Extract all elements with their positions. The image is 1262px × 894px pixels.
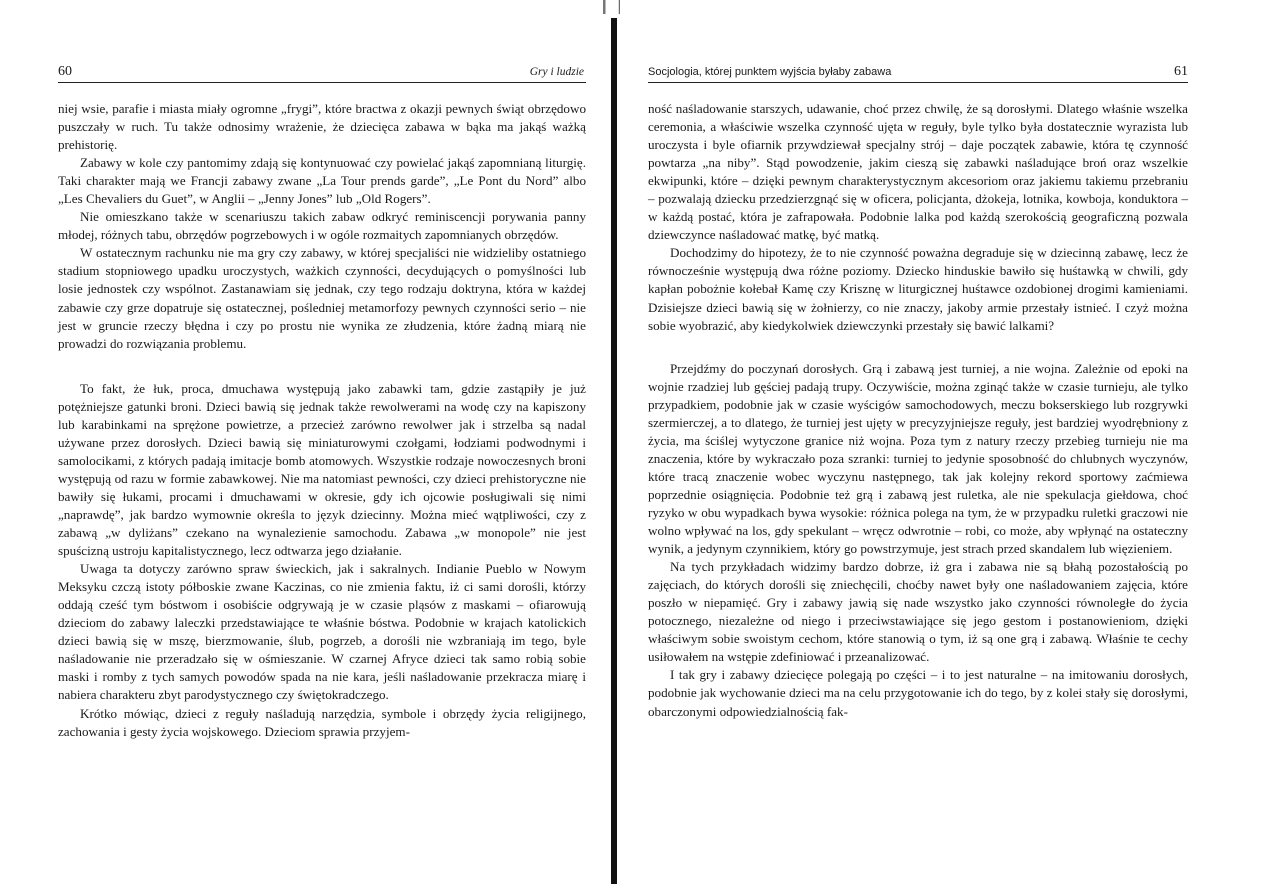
running-head: Gry i ludzie [529, 66, 584, 78]
page-number: 61 [1174, 64, 1188, 79]
paragraph: W ostatecznym rachunku nie ma gry czy zabawy, w której specjaliści nie widzieliby ostatniego stadium stopniowego upadku uroczystych, ważkich czynności, decydujących o pomyślności lub losie jednostek czy wspólnot. Zastanawiam się jednak, czy tego rodzaju doktryna, która w każdej zabawie czy grze dopatruje się ostatecznej, pośledniej metamorfozy pewnych czynności serio – nie jest w gruncie rzeczy błędna i czy po prostu nie wynika ze złudzenia, które żadną miarą nie prowadzi do rozwiązania problemu. [58, 245, 586, 351]
paragraph: ność naśladowanie starszych, udawanie, choć przez chwilę, że są dorosłymi. Dlatego właśnie wszelka ceremonia, a właściwie wszelka czynność ujęta w reguły, byle tylko była dostatecznie wyrazista lub uroczysta i byle ofiarnik przywdziewał specjalny strój – daje początek zabawie, która tę czynność powtarza „na niby”. Stąd powodzenie, jakim cieszą się zabawki naśladujące broń oraz wszelkie ekwipunki, które – dzięki pewnym charakterystycznym akcesoriom oraz jakiemu takiemu przebraniu – pozwalają dziecku przedzierzgnąć się w oficera, policjanta, dżokeja, lotnika, kowboja, konduktora – w każdą postać, która je zafrapowała. Podobnie lalka pod każdą szerokością geograficzną pozwala dziewczynce naśladować matkę, być matką. [648, 101, 1188, 243]
paragraph: niej wsie, parafie i miasta miały ogromne „frygi”, które bractwa z okazji pewnych świąt obrzędowo puszczały w ruch. Tu także odnosimy wrażenie, że dziecięca zabawa w bąka ma jakąś ważką prehistorię. [58, 101, 586, 153]
binding-mark: ▕▏▕ [596, 0, 618, 14]
right-page-body [648, 100, 1188, 721]
paragraph: To fakt, że łuk, proca, dmuchawa występują jako zabawki tam, gdzie zastąpiły je już potężniejsze gatunki broni. Dzieci bawią się jednak także rewolwerami na wodę czy na kapiszony lub karabinkami na sprężone powietrze, a przecież zarówno rewolwer jak i strzelba są nadal używane przez dorosłych. Dzieci bawią się miniaturowymi czołgami, łodziami podwodnymi i samolocikami, z których padają imitacje bomb atomowych. Wszystkie rodzaje nowoczesnych broni występują od razu w formie zabawkowej. Nie ma natomiast pewności, czy dzieci prehistoryczne nie bawiły się łukami, procami i dmuchawami w okresie, gdy ich ojcowie posługiwali się nimi „naprawdę”, jak bardzo wymownie określa to język dziecinny. Można mieć wątpliwości, czy z zabawą „w dyliżans” czekano na wynalezienie samochodu. Zabawa „w monopole” nie jest spuścizną ustroju kapitalistycznego, lecz odtwarza jego działanie. [58, 380, 586, 559]
paragraph: I tak gry i zabawy dziecięce polegają po części – i to jest naturalne – na imitowaniu dorosłych, podobnie jak wychowanie dzieci ma na celu przygotowanie ich do tego, by z kolei stały się dorosłymi, obarczonymi odpowiedzialnością fak- [648, 667, 1188, 719]
paragraph: Nie omieszkano także w scenariuszu takich zabaw odkryć reminiscencji porywania panny młodej, różnych tabu, obrzędów pogrzebowych i w ogóle rozmaitych zapomnianych obrzędów. [58, 209, 586, 243]
paragraph: Dochodzimy do hipotezy, że to nie czynność poważna degraduje się w dziecinną zabawę, lecz że równocześnie występują dwa różne poziomy. Dziecko hinduskie bawiło się huśtawką w chwili, gdy kapłan pobożnie kołebał Kamę czy Krisznę w liturgicznej huśtawce ozdobionej drogimi kamieniami. Dzisiejsze dzieci bawią się w żołnierzy, co nie znaczy, jakoby armie przestały istnieć. I czyż można sobie wyobrazić, aby kiedykolwiek dziewczynki przestały się bawić lalkami? [648, 245, 1188, 333]
paragraph: Przejdźmy do poczynań dorosłych. Grą i zabawą jest turniej, a nie wojna. Zależnie od epoki na wojnie rzadziej lub gęściej padają trupy. Oczywiście, można zginąć także w czasie turnieju, ale tylko przypadkiem, podobnie jak w czasie wyścigów samochodowych, meczu bokserskiego lub rozgrywki szermierczej, a to dlatego, że turniej jest ujęty w precyzyjniejsze reguły, jest bardziej wyodrębniony z życia, ma ściślej wytyczone granice niż wojna. Poza tym z natury rzeczy przebieg turnieju nie ma znaczenia, które by wykraczało poza szranki: turniej to jedynie sposobność do chlubnych wyczynów, które tracą znaczenie wobec wyczynu następnego, tak jak kolejny rekord sportowy zaćmiewa poprzednie osiągnięcia. Podobnie też grą i zabawą jest ruletka, ale nie spekulacja giełdowa, choć ryzyko w obu wypadkach bywa wysokie: różnica polega na tym, że w przypadku ruletki graczowi nie wolno wpływać na los, gdy spekulant – wręcz odwrotnie – robi, co może, aby wpłynąć na ostateczny wynik, a jedynym czynnikiem, który go powstrzymuje, jest strach przed skandalem lub więzieniem. [648, 360, 1188, 557]
section-break [58, 353, 586, 380]
right-page-header [648, 64, 1188, 83]
section-break [648, 335, 1188, 360]
paragraph: Zabawy w kole czy pantomimy zdają się kontynuować czy powielać jakąś zapomnianą liturgię. Taki charakter mają we Francji zabawy zwane „La Tour prends garde”, „Le Pont du Nord” albo „Les Chevaliers du Guet”, w Anglii – „Jenny Jones” lub „Old Rogers”. [58, 155, 586, 207]
left-page-header [58, 64, 586, 83]
left-page-body [58, 100, 586, 741]
paragraph: Krótko mówiąc, dzieci z reguły naśladują narzędzia, symbole i obrzędy życia religijnego, zachowania i gesty życia wojskowego. Dzieciom sprawia przyjem- [58, 705, 586, 739]
paragraph: Uwaga ta dotyczy zarówno spraw świeckich, jak i sakralnych. Indianie Pueblo w Nowym Meksyku czczą istoty półboskie zwane Kaczinas, co nie zmienia faktu, iż ci sami dorośli, którzy oddają cześć tym bóstwom i osobiście odgrywają je w czasie pląsów z maskami – ofiarowują dzieciom do zabawy laleczki przedstawiające te właśnie bóstwa. Podobnie w krajach katolickich dzieci bawią się w mszę, bierzmowanie, ślub, pogrzeb, a dorośli nie wzbraniają im tego, byle naśladowanie nie przeradzało się w ośmieszanie. W czarnej Afryce dzieci tak samo robią sobie maski i romby z tych samych powodów spada na nie kara, jeśli naśladowanie przekracza miarę i nabiera charakteru zbyt parodystycznego czy świętokradczego. [58, 561, 586, 703]
page-number: 60 [58, 64, 72, 79]
running-head: Socjologia, której punktem wyjścia byłaby zabawa [648, 66, 892, 78]
paragraph: Na tych przykładach widzimy bardzo dobrze, iż gra i zabawa nie są błahą pozostałością po zajęciach, do których dorośli się zniechęcili, choćby nawet były one naśladowaniem zajęcia, które poszło w niepamięć. Gry i zabawy jawią się nade wszystko jako czynności równoległe do życia potocznego, niezależne od niego i przeciwstawiające się jego gestom i postanowieniom, dzięki właściwym sobie swoistym cechom, które stanowią o tym, iż są one grą i zabawą. Właśnie te cechy usiłowałem na wstępie zdefiniować i przeanalizować. [648, 559, 1188, 665]
left-page [0, 0, 612, 894]
right-page [622, 0, 1262, 894]
